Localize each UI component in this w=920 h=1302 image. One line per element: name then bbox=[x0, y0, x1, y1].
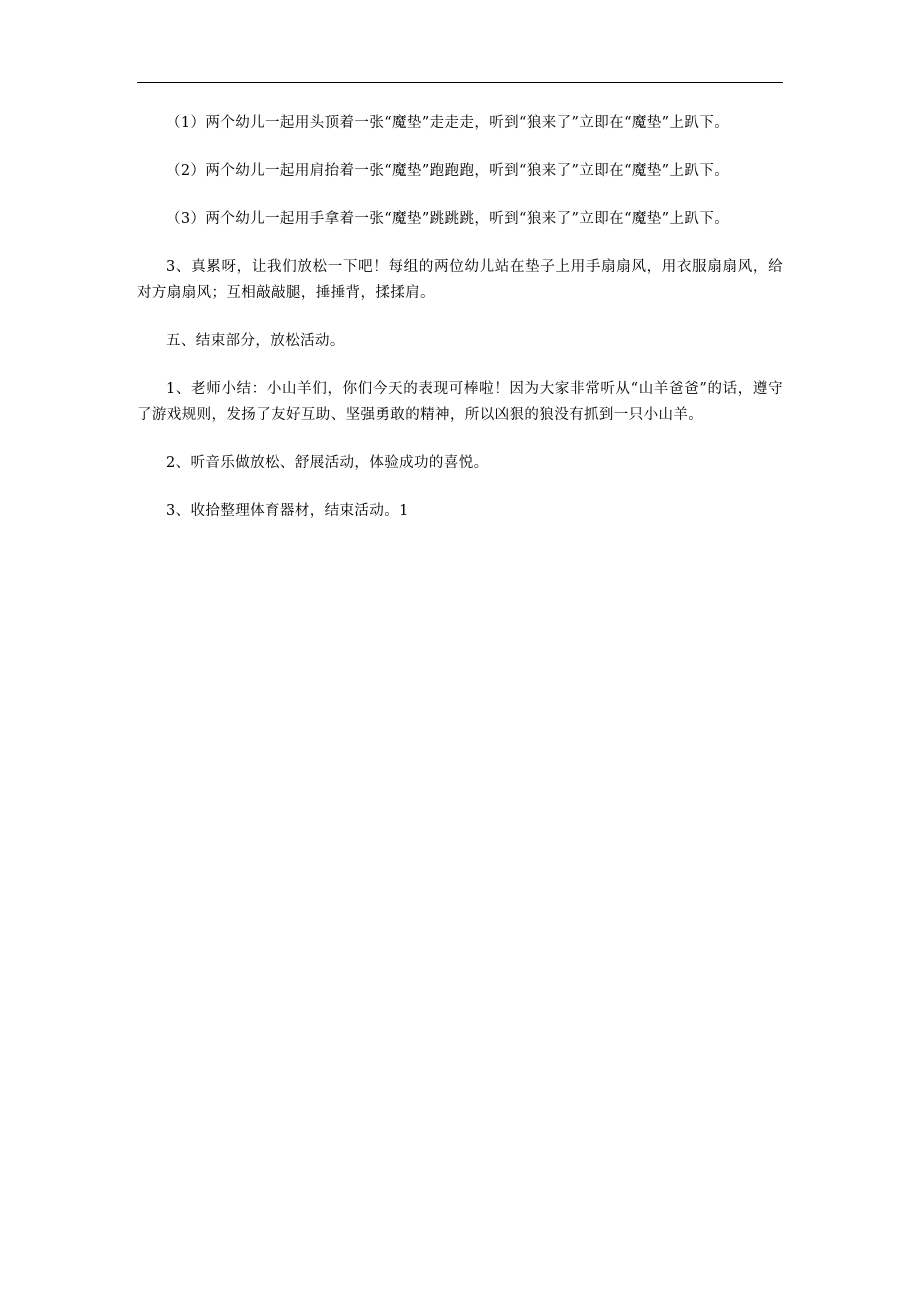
paragraph-gap bbox=[137, 428, 783, 450]
paragraph-step-1: （1）两个幼儿一起用头顶着一张“魔垫”走走走，听到“狼来了”立即在“魔垫”上趴下。 bbox=[166, 115, 730, 131]
section-heading-ending: 五、结束部分，放松活动。 bbox=[166, 333, 345, 349]
paragraph-gap bbox=[137, 184, 783, 206]
paragraph-step-3: （3）两个幼儿一起用手拿着一张“魔垫”跳跳跳，听到“狼来了”立即在“魔垫”上趴下。 bbox=[166, 211, 730, 227]
paragraph-step-2: （2）两个幼儿一起用肩抬着一张“魔垫”跑跑跑，听到“狼来了”立即在“魔垫”上趴下。 bbox=[166, 163, 730, 179]
paragraph-gap bbox=[137, 306, 783, 328]
paragraph-gap bbox=[137, 476, 783, 498]
paragraph-gap bbox=[137, 354, 783, 376]
paragraph-cleanup: 3、收拾整理体育器材，结束活动。1 bbox=[166, 503, 409, 519]
paragraph-music-relax: 2、听音乐做放松、舒展活动，体验成功的喜悦。 bbox=[166, 455, 489, 471]
paragraph-gap bbox=[137, 136, 783, 158]
header-rule bbox=[137, 82, 783, 83]
document-body bbox=[137, 110, 783, 524]
paragraph-gap bbox=[137, 232, 783, 254]
paragraph-relax: 3、真累呀，让我们放松一下吧！每组的两位幼儿站在垫子上用手扇扇风，用衣服扇扇风，给对方扇扇风；互相敲敲腿，捶捶背，揉揉肩。 bbox=[137, 259, 783, 301]
paragraph-teacher-summary: 1、老师小结：小山羊们，你们今天的表现可棒啦！因为大家非常听从“山羊爸爸”的话，遵守了游戏规则，发扬了友好互助、坚强勇敢的精神，所以凶狠的狼没有抓到一只小山羊。 bbox=[137, 381, 783, 423]
